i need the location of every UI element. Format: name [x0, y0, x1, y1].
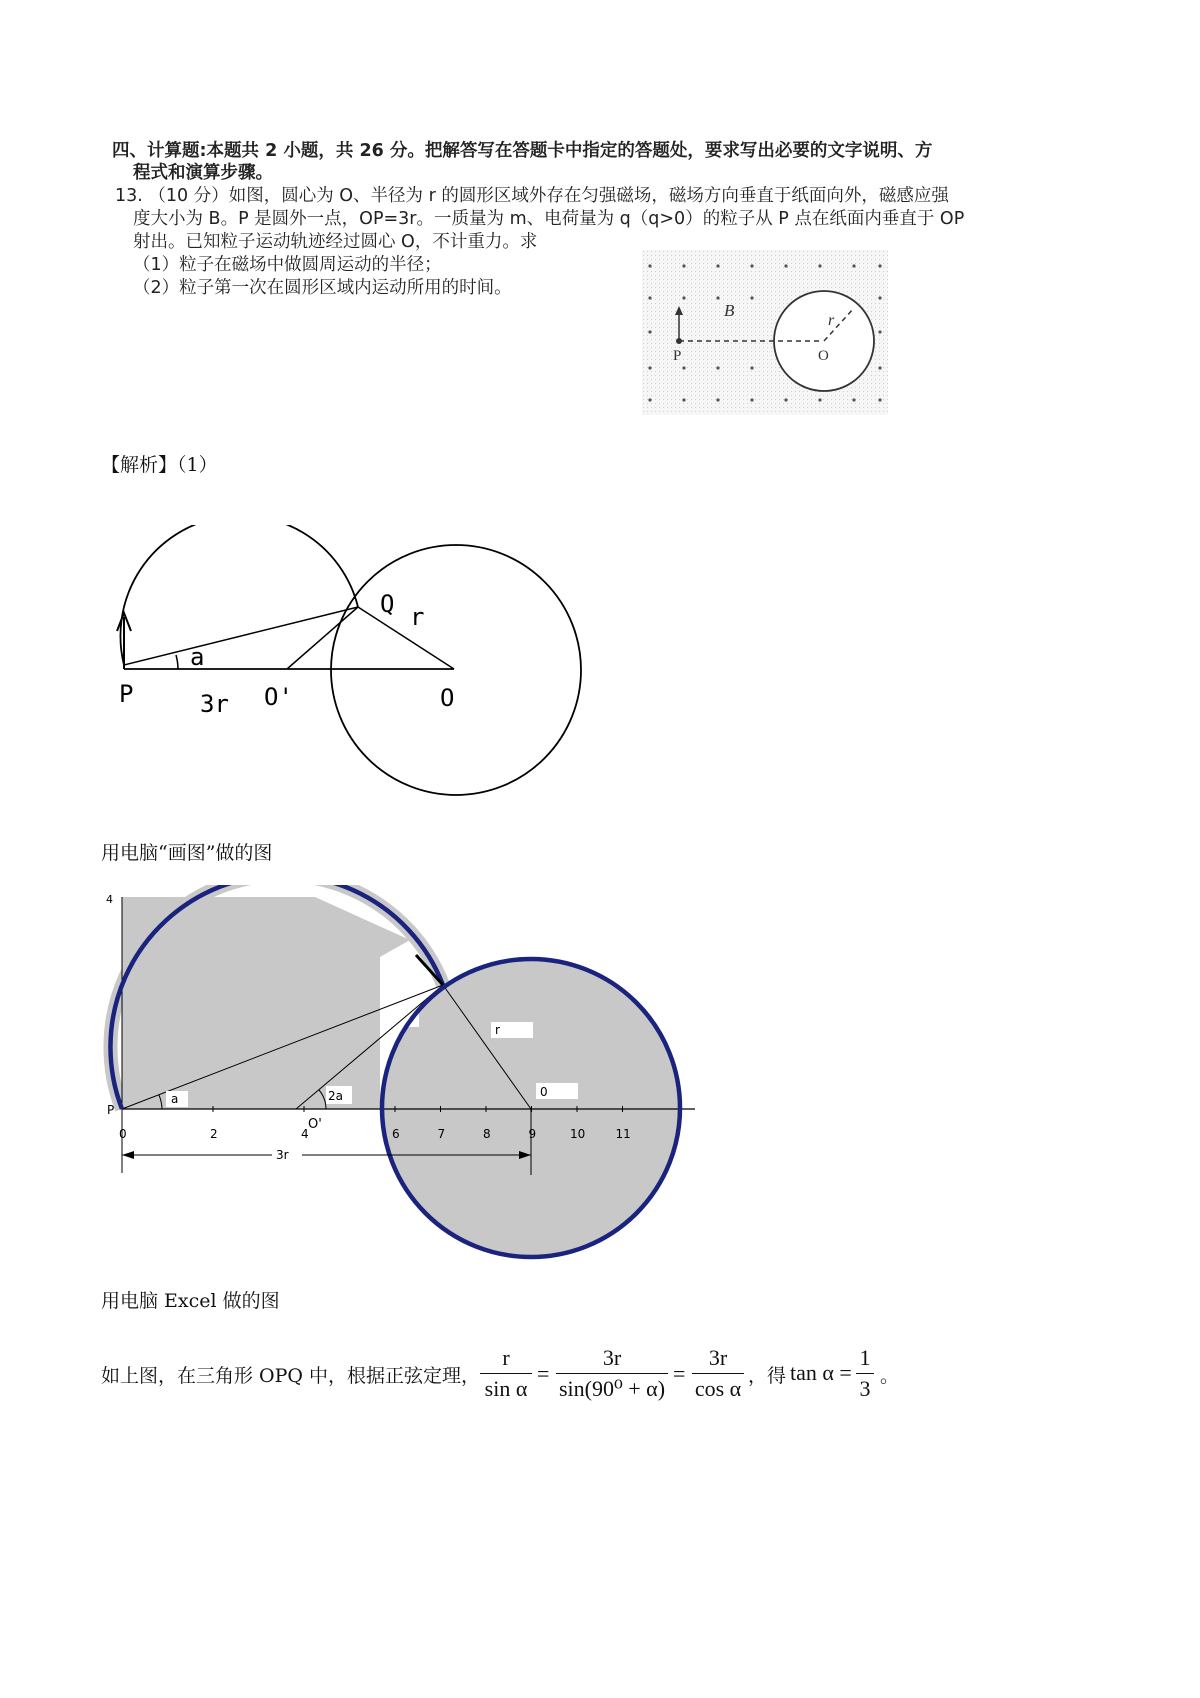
x-tick-label: 4: [301, 1127, 309, 1141]
x-tick-label: 6: [392, 1127, 400, 1141]
q13-line2: 度大小为 B。P 是圆外一点，OP=3r。一质量为 m、电荷量为 q（q>0）的粒子从 P 点在纸面内垂直于 OP: [133, 209, 965, 229]
fraction-numerator: 3r: [602, 1345, 622, 1370]
label-b: B: [724, 301, 735, 320]
q13-sub2: （2）粒子第一次在圆形区域内运动所用的时间。: [133, 278, 512, 298]
label-o-prime: O': [264, 683, 293, 711]
label-p: P: [119, 680, 134, 708]
label-3r: 3r: [200, 690, 229, 718]
fraction-numerator: 3r: [708, 1345, 728, 1370]
fraction-denominator: cos α: [694, 1376, 742, 1401]
equals-sign: =: [537, 1361, 550, 1386]
label-o-prime: O': [308, 1117, 322, 1132]
label-r: r: [828, 312, 835, 329]
label-2a: 2a: [328, 1089, 343, 1103]
equals-sign-2: =: [673, 1361, 686, 1386]
paint-figure: [100, 525, 600, 815]
y-tick-top: 4: [106, 893, 113, 906]
fraction-r-over-sin: [480, 1346, 532, 1401]
x-tick-label: 9: [528, 1127, 537, 1141]
label-p: P: [107, 1103, 115, 1117]
q13-sub1: （1）粒子在磁场中做圆周运动的半径；: [133, 255, 442, 275]
x-tick-label: 11: [615, 1127, 631, 1141]
label-a: a: [190, 643, 205, 671]
label-r: r: [410, 603, 425, 631]
pq-line: [124, 607, 358, 665]
fraction-3r-over-cos: [692, 1346, 744, 1401]
label-r: r: [495, 1023, 500, 1037]
fraction-numerator: 1: [859, 1345, 871, 1370]
region-circle: [331, 545, 581, 795]
x-tick-label: 7: [437, 1127, 446, 1141]
qo-line: [358, 607, 454, 669]
label-zero: 0: [540, 1085, 548, 1099]
fraction-denominator: 3: [859, 1376, 871, 1401]
paint-caption: 用电脑“画图”做的图: [101, 842, 273, 864]
conclusion-mid: ，得: [748, 1365, 787, 1387]
q13-line1: 13. （10 分）如图，圆心为 O、半径为 r 的圆形区域外存在匀强磁场，磁场方向垂直于纸面向外，磁感应强: [115, 186, 949, 206]
conclusion-prefix: 如上图，在三角形 OPQ 中，根据正弦定理，: [101, 1365, 481, 1387]
x-tick-label: 8: [483, 1127, 491, 1141]
fraction-denominator: sin(90⁰ + α): [558, 1376, 666, 1401]
analysis-label: 【解析】（1）: [101, 454, 218, 476]
dimension-arrow-left: [122, 1151, 134, 1159]
excel-figure: [100, 885, 700, 1265]
x-tick-label: 0: [119, 1127, 127, 1141]
fraction-3r-over-sin90: [556, 1346, 668, 1401]
section-header-cont: 程式和演算步骤。: [133, 163, 273, 183]
fraction-numerator: r: [502, 1345, 510, 1370]
excel-caption: 用电脑 Excel 做的图: [101, 1290, 280, 1312]
conclusion-end: 。: [880, 1365, 900, 1387]
label-3r: 3r: [276, 1148, 289, 1162]
fraction-denominator: sin α: [484, 1376, 528, 1401]
fraction-one-third: [856, 1346, 874, 1401]
tan-expression: tan α =: [790, 1360, 852, 1385]
section-header: 四、计算题:本题共 2 小题，共 26 分。把解答写在答题卡中指定的答题处，要求写出必要的文字说明、方: [112, 141, 933, 161]
q13-line3: 射出。已知粒子运动轨迹经过圆心 O，不计重力。求: [133, 232, 538, 252]
label-o: O: [818, 348, 829, 364]
x-tick-label: 2: [210, 1127, 218, 1141]
label-a: a: [171, 1092, 179, 1106]
label-q: Q: [380, 590, 395, 618]
question-figure: [642, 250, 888, 415]
angle-arc: [176, 655, 178, 669]
label-o: O: [440, 684, 455, 712]
label-p: P: [673, 348, 682, 364]
trajectory-arc: [120, 525, 358, 665]
x-tick-label: 10: [570, 1127, 586, 1141]
